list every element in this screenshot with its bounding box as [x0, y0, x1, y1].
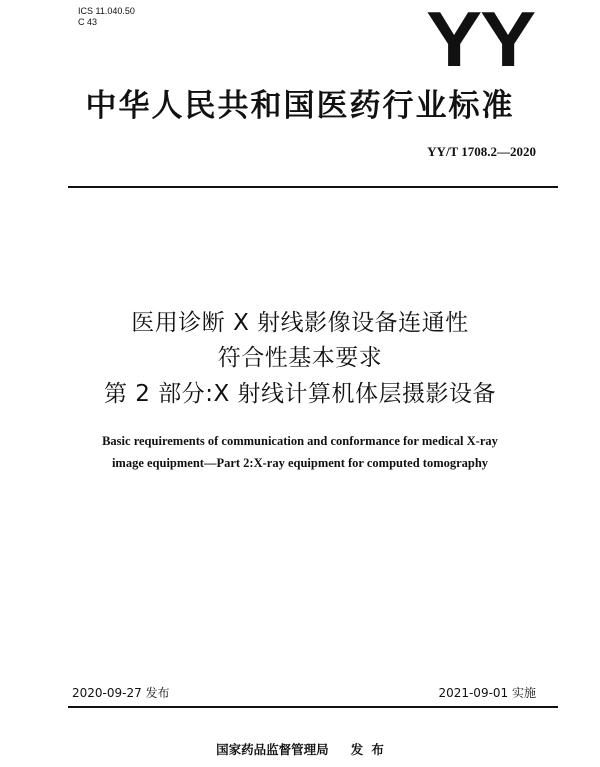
classification-codes [78, 6, 135, 28]
yy-logo: YY [425, 0, 534, 83]
ccs-code: C 43 [78, 17, 98, 27]
issuer-action: 发 布 [350, 742, 384, 757]
top-divider [68, 186, 558, 188]
english-title [0, 430, 600, 474]
chinese-title-line-1: 医用诊断 X 射线影像设备连通性 [131, 310, 469, 336]
chinese-title-line-3: 第 2 部分:X 射线计算机体层摄影设备 [103, 381, 497, 407]
publish-date: 2020-09-27 发布 [72, 686, 170, 700]
standard-category: 中华人民共和国医药行业标准 [85, 88, 515, 124]
chinese-title-line-2: 符合性基本要求 [217, 345, 383, 371]
english-title-line-1: Basic requirements of communication and conformance for medical X-ray [102, 434, 498, 448]
bottom-divider [68, 706, 558, 708]
issuer-line [0, 740, 600, 758]
issuer-name: 国家药品监督管理局 [216, 742, 329, 757]
ics-code: ICS 11.040.50 [78, 6, 135, 16]
english-title-line-2: image equipment—Part 2:X-ray equipment for computed tomography [111, 456, 489, 470]
implement-date: 2021-09-01 实施 [438, 686, 536, 700]
standard-number: YY/T 1708.2—2020 [427, 144, 536, 159]
